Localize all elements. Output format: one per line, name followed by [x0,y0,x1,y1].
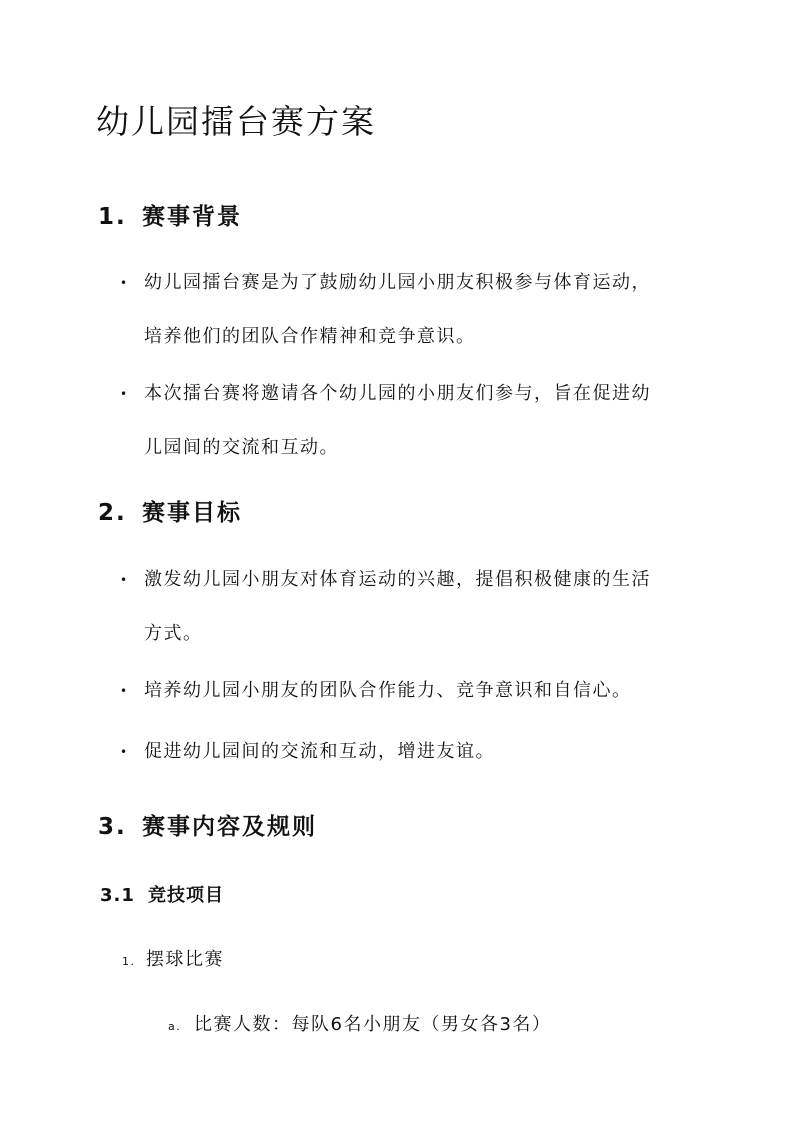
sub-list-letter: a. [168,1020,182,1033]
bullet-item [120,256,680,364]
document-title: 幼儿园擂台赛方案 [96,102,376,141]
subsection-title: 竞技项目 [148,885,224,906]
bullet-text-line: 培养幼儿园小朋友的团队合作能力、竞争意识和自信心。 [144,680,632,701]
bullet-item [120,367,680,475]
section-title: 赛事内容及规则 [142,814,317,840]
bullet-item [120,725,680,779]
list-item-text: 摆球比赛 [146,949,224,970]
bullet-icon: • [120,387,129,401]
section-title: 赛事目标 [142,500,242,526]
bullet-icon: • [120,745,129,759]
sub-list-item [168,1010,551,1036]
subsection-number: 3.1 [100,885,135,906]
bullet-item [120,664,680,718]
subsection-heading [100,881,224,907]
section-heading-goals [98,494,242,527]
section-number: 2. [98,500,127,526]
bullet-icon: • [120,573,129,587]
sub-list-item-text: 比赛人数：每队6名小朋友（男女各3名） [194,1014,552,1035]
list-number: 1. [122,955,136,968]
section-title: 赛事背景 [142,204,242,230]
bullet-item [120,553,680,661]
bullet-icon: • [120,276,129,290]
bullet-text-line: 促进幼儿园间的交流和互动，增进友谊。 [144,741,495,762]
bullet-text-line: 培养他们的团队合作精神和竞争意识。 [144,326,476,347]
bullet-text-line: 儿园间的交流和互动。 [144,437,339,458]
bullet-text-line: 方式。 [144,623,203,644]
section-heading-rules [98,808,317,841]
section-number: 3. [98,814,127,840]
bullet-text-line: 激发幼儿园小朋友对体育运动的兴趣，提倡积极健康的生活 [144,569,651,590]
bullet-icon: • [120,684,129,698]
ordered-list-item [122,945,224,971]
section-number: 1. [98,204,127,230]
section-heading-background [98,198,242,231]
bullet-text-line: 幼儿园擂台赛是为了鼓励幼儿园小朋友积极参与体育运动， [144,272,651,293]
bullet-text-line: 本次擂台赛将邀请各个幼儿园的小朋友们参与，旨在促进幼 [144,383,651,404]
